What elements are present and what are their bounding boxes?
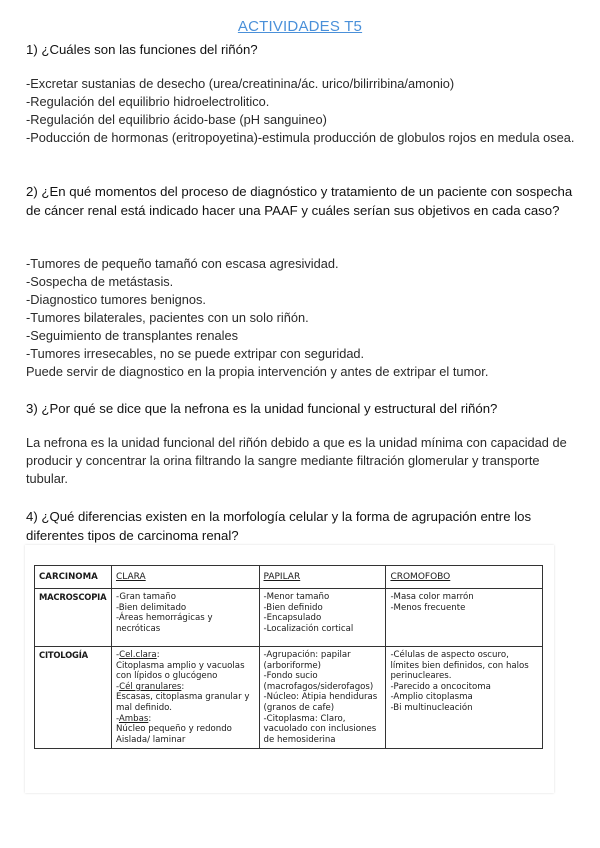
table-row-macroscopia	[35, 589, 543, 647]
answer-2-line: -Diagnostico tumores benignos.	[26, 292, 206, 307]
page-title: ACTIVIDADES T5	[237, 18, 363, 35]
answer-2-line: -Seguimiento de transplantes renales	[26, 328, 238, 343]
answer-1-line: -Excretar sustanias de desecho (urea/creatinina/ác. urico/bilirribina/amonio)	[26, 76, 455, 91]
header-clara: CLARA	[111, 566, 259, 589]
cell-line: -Bi multinucleación	[390, 702, 473, 713]
answer-1	[26, 75, 578, 147]
cell-line: -Agrupación: papilar (arboriforme)	[263, 650, 351, 671]
table-row-citologia	[35, 647, 543, 749]
header-cromofobo: CROMOFOBO	[386, 566, 543, 589]
cell-macroscopia-cromofobo	[386, 589, 543, 647]
header-carcinoma: CARCINOMA	[35, 566, 112, 589]
subheading-cel-clara: Cel.clara	[119, 650, 157, 660]
question-3: 3) ¿Por qué se dice que la nefrona es la unidad funcional y estructural del riñón?	[26, 401, 498, 416]
answer-2-line: -Tumores de pequeño tamañó con escasa agresividad.	[26, 256, 339, 271]
carcinoma-table-image	[25, 545, 554, 793]
subheading-cel-granulares: Cél granulares	[119, 681, 182, 692]
answer-1-line: -Regulación del equilibrio hidroelectrolitico.	[26, 94, 270, 109]
cell-line: -Amplio citoplasma	[390, 692, 473, 703]
question-1: 1) ¿Cuáles son las funciones del riñón?	[26, 42, 258, 57]
cell-line: -Gran tamaño	[115, 592, 177, 602]
cell-line: -Encapsulado	[263, 613, 322, 624]
table-header-row	[35, 566, 543, 589]
answer-2-line: -Tumores bilaterales, pacientes con un solo riñón.	[26, 310, 309, 325]
suffix: :	[148, 713, 152, 724]
cell-citologia-papilar	[259, 647, 386, 749]
answer-2-line: -Sospecha de metástasis.	[26, 274, 174, 289]
cell-line: -Localización cortical	[263, 623, 354, 634]
answer-1-line: -Regulación del equilibrio ácido-base (pH sanguineo)	[26, 112, 327, 127]
cell-line: -Bien delimitado	[115, 602, 187, 613]
suffix: :	[181, 681, 185, 692]
cell-macroscopia-clara	[111, 589, 259, 647]
cell-line: -Masa color marrón	[390, 592, 474, 602]
suffix: :	[156, 650, 160, 660]
answer-1-line: -Poducción de hormonas (eritropoyetina)-estimula producción de globulos rojos en medula osea.	[26, 130, 575, 145]
subheading-ambas: Ambas	[118, 713, 149, 724]
cell-line: -Menos frecuente	[390, 602, 466, 613]
cell-line: -Áreas hemorrágicas y necróticas	[115, 613, 213, 634]
answer-2-line: -Tumores irresecables, no se puede extripar con seguridad.	[26, 346, 365, 361]
row-label-macroscopia: MACROSCOPIA	[35, 589, 112, 647]
cell-line: -Fondo sucio (macrofagos/siderofagos)	[263, 671, 374, 692]
cell-line	[116, 682, 255, 693]
header-papilar: PAPILAR	[259, 566, 386, 589]
cell-line: -Parecido a oncocitoma	[390, 681, 491, 692]
cell-macroscopia-papilar	[259, 589, 386, 647]
cell-line: Citoplasma amplio y vacuolas con lípidos o glucógeno	[115, 660, 245, 682]
cell-line: -Citoplasma: Claro, vacuolado con inclusiones de hemosiderina	[263, 713, 377, 745]
answer-2	[26, 255, 578, 381]
row-label-citologia: CITOLOGÍA	[35, 647, 112, 749]
prefix: -	[115, 681, 120, 692]
cell-line: -Bien definido	[263, 602, 323, 613]
answer-2-line: Puede servir de diagnostico en la propia intervención y antes de extripar el tumor.	[26, 364, 489, 379]
cell-line: Escasas, citoplasma granular y mal definido.	[115, 692, 250, 713]
prefix: -	[115, 650, 120, 660]
answer-3: La nefrona es la unidad funcional del riñón debido a que es la unidad mínima con capacidad de producir y concentrar la orina filtrando la sangre mediante filtración glomerular y transporte tubular.	[26, 435, 567, 486]
cell-citologia-clara	[111, 647, 259, 749]
cell-line	[116, 714, 255, 725]
carcinoma-table	[34, 565, 543, 749]
cell-line: Aislada/ laminar	[115, 734, 186, 745]
cell-line: -Células de aspecto oscuro, límites bien definidos, con halos perinucleares.	[390, 650, 529, 682]
cell-line: Núcleo pequeño y redondo	[115, 724, 232, 735]
question-2: 2) ¿En qué momentos del proceso de diagnóstico y tratamiento de un paciente con sospecha de cáncer renal está indicado hacer una PAAF y cuáles serían sus objetivos en cada caso?	[26, 184, 573, 218]
prefix: -	[115, 713, 119, 724]
question-4: 4) ¿Qué diferencias existen en la morfología celular y la forma de agrupación entre los diferentes tipos de carcinoma renal?	[26, 509, 532, 543]
cell-line	[116, 650, 255, 661]
cell-line: -Núcleo: Atipia hendiduras (granos de cafe)	[263, 692, 378, 713]
cell-line: -Menor tamaño	[263, 592, 330, 602]
cell-citologia-cromofobo	[386, 647, 543, 749]
